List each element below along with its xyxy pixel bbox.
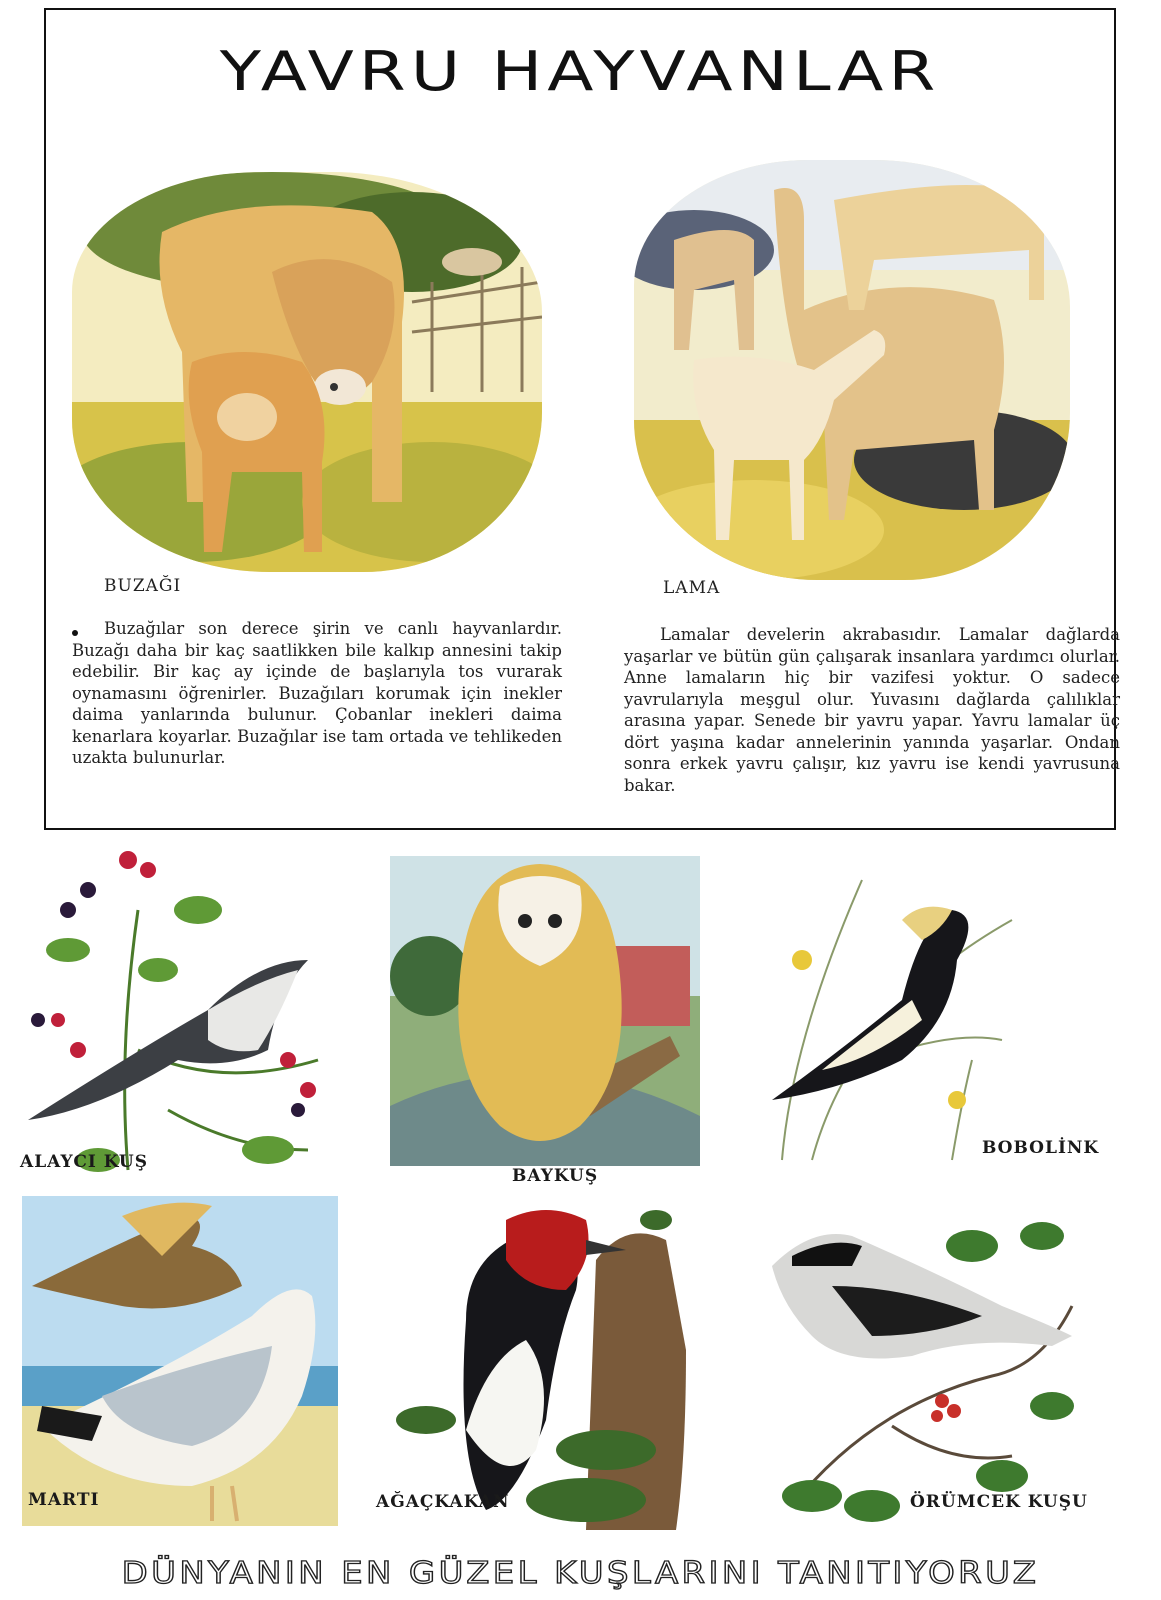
bobolink-illustration xyxy=(752,860,1052,1170)
shrike-caption: ÖRÜMCEK KUŞU xyxy=(910,1492,1088,1512)
owl-illustration xyxy=(390,856,700,1166)
woodpecker-illustration xyxy=(386,1200,704,1530)
llama-illustration xyxy=(634,160,1070,580)
calf-illustration xyxy=(72,172,542,572)
gull-caption: MARTI xyxy=(28,1490,100,1510)
shrike-illustration xyxy=(752,1206,1082,1526)
page-title: YAVRU HAYVANLAR xyxy=(219,40,941,103)
owl-caption: BAYKUŞ xyxy=(512,1166,599,1186)
calf-caption: BUZAĞI xyxy=(104,576,182,596)
bobolink-caption: BOBOLİNK xyxy=(982,1138,1100,1158)
llama-paragraph: Lamalar develerin akrabasıdır. Lamalar dağlarda yaşarlar ve bütün gün çalışarak insanlara yardımcı olurlar. Anne lamaların hiç bir vazifesi yoktur. O sadece yavrularıyla meşgul olur. Yuvasını dağlarda çalılıklar arasına yapar. Senede bir yavru yapar. Yavru lamalar üç dört yaşına kadar annelerinin yanında yaşarlar. Ondan sonra erkek yavru çalışır, kız yavru ise kendi yavrusuna bakar. xyxy=(624,625,1120,795)
llama-caption: LAMA xyxy=(663,578,721,598)
footer-slogan: DÜNYANIN EN GÜZEL KUŞLARINI TANITIYORUZ xyxy=(121,1556,1040,1591)
woodpecker-caption: AĞAÇKAKAN xyxy=(376,1492,510,1512)
mockingbird-caption: ALAYCI KUŞ xyxy=(20,1152,148,1172)
calf-paragraph: Buzağılar son derece şirin ve canlı hayvanlardır. Buzağı daha bir kaç saatlikken bile kalkıp annesini takip edebilir. Bir kaç ay içinde de başlarıyla tos vurarak oynamasını öğrenirler. Buzağıları korumak için inekler daima yanlarında bulunur. Çobanlar inekleri daima kenarlara koyarlar. Buzağılar ise tam ortada ve tehlikeden uzakta bulunurlar. xyxy=(72,619,562,767)
mockingbird-illustration xyxy=(18,850,336,1180)
gull-illustration xyxy=(22,1196,338,1526)
